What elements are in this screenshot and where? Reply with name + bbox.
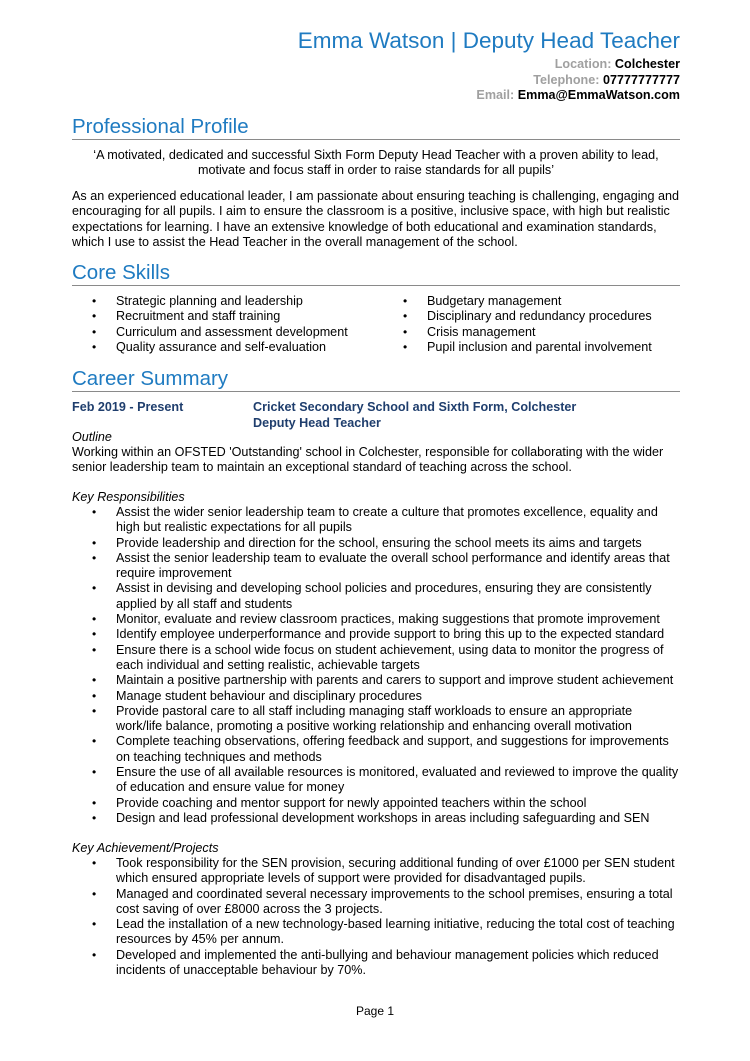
responsibility-item: • Provide leadership and direction for the school, ensuring the school meets its aims and targets bbox=[72, 536, 680, 551]
outline-text: Working within an OFSTED 'Outstanding' school in Colchester, responsible for collaborating with the wider senior leadership team to maintain an exceptional standard of teaching across the school. bbox=[72, 445, 664, 475]
contact-value: Emma@EmmaWatson.com bbox=[517, 88, 680, 103]
name-title: Emma Watson | Deputy Head Teacher bbox=[297, 28, 680, 53]
skill-item: • Curriculum and assessment development bbox=[72, 325, 382, 340]
contact-block bbox=[476, 57, 680, 104]
job-employer: Cricket Secondary School and Sixth Form, Colchester bbox=[253, 400, 577, 414]
contact-email bbox=[476, 88, 680, 104]
responsibility-item: • Provide pastoral care to all staff including managing staff workloads to ensure an appropriate work/life balance, promoting a positive working relationship and enhancing overall motivation bbox=[72, 704, 680, 735]
skill-item: • Pupil inclusion and parental involvement bbox=[383, 340, 680, 355]
contact-value: Colchester bbox=[614, 57, 680, 71]
section-heading-profile: Professional Profile bbox=[72, 116, 680, 140]
responsibility-item: • Maintain a positive partnership with parents and carers to support and improve student achievement bbox=[72, 673, 680, 688]
responsibility-item: • Assist the wider senior leadership team to create a culture that promotes excellence, equality and high but realistic expectations for all pupils bbox=[72, 505, 680, 536]
responsibilities-label: Key Responsibilities bbox=[72, 490, 185, 504]
outline-label: Outline bbox=[72, 430, 112, 444]
skill-item: • Quality assurance and self-evaluation bbox=[72, 340, 382, 355]
achievement-item: • Developed and implemented the anti-bullying and behaviour management policies which reduced incidents of unacceptable behaviour by 70%. bbox=[72, 948, 680, 979]
job-employer-role bbox=[253, 400, 576, 431]
profile-body: As an experienced educational leader, I am passionate about ensuring teaching is challenging, engaging and encouraging for all pupils. I aim to ensure the classroom is a positive, inclusive space, with high but realistic expectations for learning. I have an extensive knowledge of both educational and examination standards, which I use to assist the Head Teacher in the overall management of the school. bbox=[72, 189, 680, 249]
responsibility-item: • Design and lead professional development workshops in areas including safeguarding and SEN bbox=[72, 811, 680, 826]
achievement-item: • Lead the installation of a new technology-based learning initiative, reducing the total cost of teaching resources by 45% per annum. bbox=[72, 917, 680, 948]
skills-right-list bbox=[383, 294, 680, 355]
contact-label: Telephone: bbox=[533, 72, 600, 87]
contact-label: Email: bbox=[476, 88, 515, 103]
contact-location bbox=[476, 57, 680, 73]
job-title: Deputy Head Teacher bbox=[253, 415, 381, 430]
skill-item: • Budgetary management bbox=[383, 294, 680, 309]
responsibility-item: • Assist the senior leadership team to evaluate the overall school performance and identify areas that require improvement bbox=[72, 551, 680, 582]
responsibility-item: • Assist in devising and developing school policies and procedures, ensuring they are consistently applied by all staff and students bbox=[72, 581, 680, 612]
achievements-label: Key Achievement/Projects bbox=[72, 841, 219, 855]
responsibilities-list bbox=[72, 505, 680, 826]
contact-telephone bbox=[476, 73, 680, 89]
responsibility-item: • Ensure there is a school wide focus on student achievement, using data to monitor the progress of each individual and setting realistic, achievable targets bbox=[72, 643, 680, 674]
achievements-list bbox=[72, 856, 680, 978]
achievement-item: • Managed and coordinated several necessary improvements to the school premises, ensuring a total cost saving of over £8000 across the 3 projects. bbox=[72, 887, 680, 918]
skills-left-list bbox=[72, 294, 382, 355]
responsibility-item: • Identify employee underperformance and provide support to bring this up to the expected standard bbox=[72, 627, 680, 642]
contact-label: Location: bbox=[554, 57, 612, 71]
section-heading-skills: Core Skills bbox=[72, 262, 680, 286]
responsibility-item: • Provide coaching and mentor support for newly appointed teachers within the school bbox=[72, 796, 680, 811]
section-heading-career: Career Summary bbox=[72, 368, 680, 392]
job-dates: Feb 2019 - Present bbox=[72, 400, 184, 414]
contact-value: 07777777777 bbox=[602, 72, 680, 87]
skill-item: • Strategic planning and leadership bbox=[72, 294, 382, 309]
responsibility-item: • Complete teaching observations, offering feedback and support, and suggestions for improvements on teaching techniques and methods bbox=[72, 734, 680, 765]
skill-item: • Crisis management bbox=[383, 325, 680, 340]
skill-item: • Disciplinary and redundancy procedures bbox=[383, 309, 680, 324]
responsibility-item: • Monitor, evaluate and review classroom practices, making suggestions that promote improvement bbox=[72, 612, 680, 627]
responsibility-item: • Manage student behaviour and disciplinary procedures bbox=[72, 689, 680, 704]
achievement-item: • Took responsibility for the SEN provision, securing additional funding of over £1000 per SEN student which ensured appropriate levels of support were provided for disadvantaged pupils. bbox=[72, 856, 680, 887]
profile-quote: ‘A motivated, dedicated and successful Sixth Form Deputy Head Teacher with a proven ability to lead, motivate and focus staff in order to raise standards for all pupils’ bbox=[93, 148, 659, 178]
skill-item: • Recruitment and staff training bbox=[72, 309, 382, 324]
page-number: Page 1 bbox=[355, 1004, 395, 1018]
responsibility-item: • Ensure the use of all available resources is monitored, evaluated and reviewed to improve the quality of education and ensure value for money bbox=[72, 765, 680, 796]
